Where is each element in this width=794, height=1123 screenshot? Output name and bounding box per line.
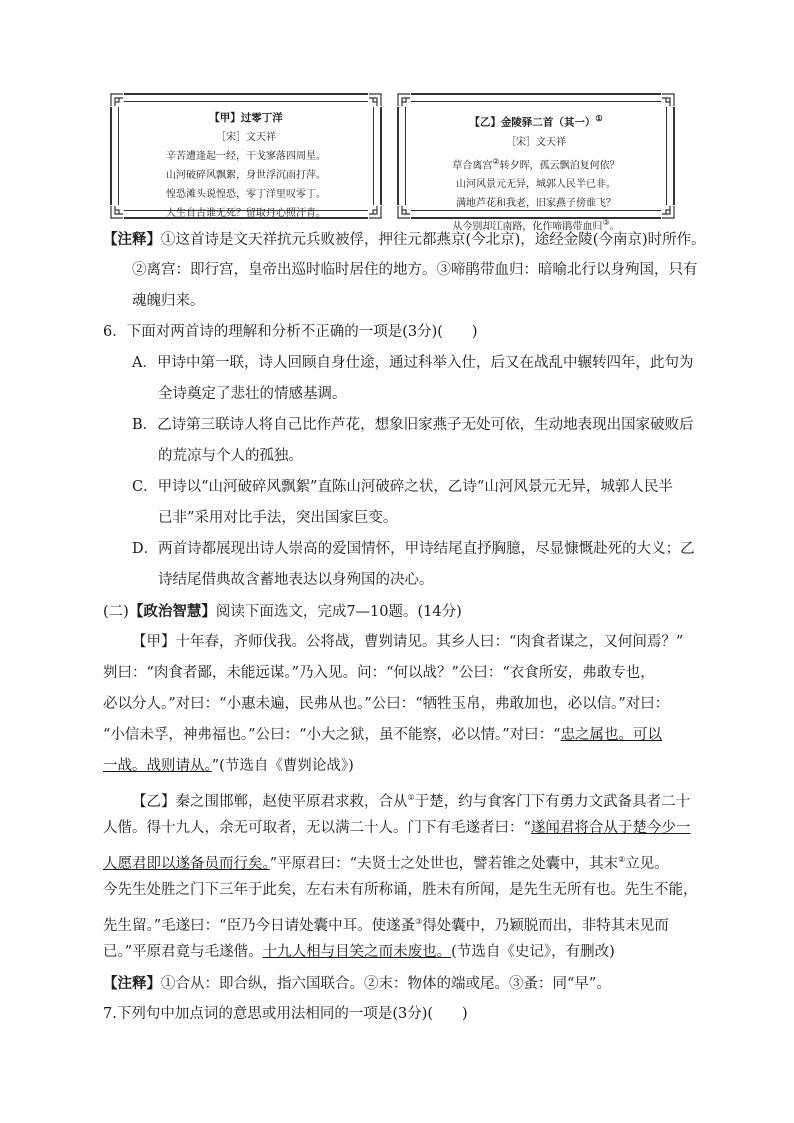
section-instruction: 阅读下面选文，完成7—10题。(14分) (215, 604, 462, 620)
frame-corner-ornament (110, 93, 124, 107)
text-a-source: ”(节选自《曹刿论战》) (211, 758, 354, 774)
poem-b-frame (397, 93, 675, 233)
notes1-line2: ②离宫：即行宫，皇帝出巡时临时居住的地方。③啼鹃带血归：暗喻北行以身殉国，只有 (132, 262, 698, 278)
poem-b-line-part: 转夕晖，孤云飘泊复何依？ (499, 159, 620, 171)
poem-b-line-part: 草合离宫 (452, 159, 493, 171)
note-mark: ① (407, 793, 415, 802)
option-d: D．两首诗都展现出诗人崇高的爱国情怀，甲诗结尾直抒胸臆，尽显慷慨赴死的大义；乙 (132, 541, 695, 557)
frame-corner-ornament (661, 93, 675, 107)
underlined-sentence: 遂闻君将合从于楚今少一 (530, 820, 691, 836)
option-d-cont: 诗结尾借典故含蓄地表达以身殉国的决心。 (158, 572, 434, 588)
text-a-line: 【甲】十年春，齐师伐我。公将战，曹刿请见。其乡人曰：“肉食者谋之，又何间焉？” (132, 634, 684, 650)
option-c: C．甲诗以“山河破碎风飘絮”直陈山河破碎之状，乙诗“山河风景元无异，城郭人民半 (132, 479, 673, 495)
note-mark: ② (492, 156, 500, 166)
text-b-part: 【乙】秦之围邯郸，赵使平原君求救，合从 (132, 793, 408, 810)
text-b-line: 今先生处胜之门下三年于此矣，左右未有所称诵，胜未有所闻，是先生无所有也。先生不能， (103, 882, 698, 898)
note-mark: ② (618, 855, 626, 864)
notes-label: 【注释】 (103, 975, 161, 992)
poem-b-line (399, 152, 673, 175)
text-b-part: ”平原君曰：“夫贤士之处世也，譬若锥之处囊中，其末 (269, 855, 619, 872)
section-prefix: (二) (103, 604, 129, 620)
text-a-line (103, 751, 354, 782)
poem-a-author: ［宋］文天祥 (216, 132, 276, 143)
section-title: 【政治智慧】 (128, 603, 216, 620)
note-mark: ③ (602, 217, 610, 227)
poem-b-title-text: 【乙】金陵驿二首（其一） (469, 116, 596, 129)
note-mark: ① (595, 113, 603, 123)
underlined-sentence: 人愿君即以遂备员而行矣。 (103, 855, 270, 872)
option-b-cont: 的荒凉与个人的孤独。 (158, 448, 303, 464)
text-a-line (103, 720, 662, 751)
underlined-sentence: 十九人相与目笑之而未废也。 (262, 944, 452, 960)
poem-a-line: 山河破碎风飘絮，身世浮沉雨打萍。 (166, 170, 326, 181)
text-b-part: 人偕。得十九人，余无可取者，无以满二十人。门下有毛遂者曰：“ (103, 820, 531, 836)
poem-a-frame (110, 93, 382, 219)
underlined-sentence: 忠之属也。可以 (560, 727, 663, 743)
text-b-source: (节选自《史记》，有删改) (451, 944, 615, 960)
notes-text: ①合从：即合纵，指六国联合。②末：物体的端或尾。③蚤：同“早”。 (161, 976, 611, 992)
text-b-part: 立见。 (625, 855, 669, 872)
poem-a-title: 【甲】过零丁洋 (209, 112, 283, 124)
text-b-part: 已。”平原君竟与毛遂偕。 (103, 944, 263, 960)
text-a-line: 刿曰：“肉食者鄙，未能远谋。”乃入见。问：“何以战？”公曰：“衣食所安，弗敢专也， (103, 665, 655, 681)
question-6-stem: 6．下面对两首诗的理解和分析不正确的一项是(3分)( ) (103, 324, 478, 340)
option-a-cont: 全诗奠定了悲壮的情感基调。 (158, 386, 347, 402)
poem-b-line-part: 。 (609, 221, 620, 233)
text-b-line (103, 813, 690, 844)
notes-label: 【注释】 (103, 231, 161, 248)
poem-b-title (399, 109, 673, 133)
text-b-part: 先生留。”毛遂曰：“臣乃今日请处囊中耳。使遂蚤 (103, 917, 416, 934)
text-b-line (103, 937, 615, 968)
frame-corner-ornament (397, 93, 411, 107)
poem-a-text (112, 109, 380, 223)
option-a: A．甲诗中第一联，诗人回顾自身仕途，通过科举入仕，后又在战乱中辗转四年，此句为 (132, 355, 694, 371)
poem-a-line: 辛苦遭逢起一经，干戈寥落四周星。 (166, 151, 326, 162)
text-a-part: “小信未孚，神弗福也。”公曰：“小大之狱，虽不能察，必以情。”对曰：“ (103, 727, 561, 743)
notes2 (103, 968, 611, 1000)
notes1-line1 (103, 224, 706, 256)
poem-b-author: ［宋］文天祥 (506, 136, 566, 148)
poem-b-text (399, 109, 673, 236)
option-c-cont: 已非”采用对比手法，突出国家巨变。 (158, 510, 398, 526)
poems-section (110, 93, 676, 233)
underlined-sentence: 一战。战则请从。 (103, 758, 212, 774)
frame-corner-ornament (368, 93, 382, 107)
notes-text: ①这首诗是文天祥抗元兵败被俘，押往元都燕京(今北京)，途经金陵(今南京)时所作。 (161, 232, 706, 248)
question-7-stem: 7.下列句中加点词的意思或用法相同的一项是(3分)( ) (103, 1006, 468, 1022)
poem-a-line: 惶恐滩头说惶恐，零丁洋里叹零丁。 (166, 189, 326, 200)
text-b-part: 得处囊中，乃颖脱而出，非特其末见而 (422, 917, 669, 934)
notes1-line3: 魂魄归来。 (132, 293, 205, 309)
option-b: B．乙诗第三联诗人将自己比作芦花，想象旧家燕子无处可依，生动地表现出国家破败后 (132, 417, 694, 433)
poem-b-line: 满地芦花和我老，旧家燕子傍谁飞？ (456, 197, 616, 209)
poem-b-line: 山河风景元无异，城郭人民半已非。 (456, 178, 616, 190)
note-mark: ③ (415, 917, 423, 926)
poem-a-line: 人生自古谁无死？留取丹心照汗青。 (166, 208, 326, 219)
section-2-heading (103, 596, 462, 628)
poem-b-line-part: 从今别却江南路，化作啼鹃带血归 (452, 221, 603, 233)
text-a-line: 必以分人。”对曰：“小惠未遍，民弗从也。”公曰：“牺牲玉帛，弗敢加也，必以信。”对曰： (103, 696, 670, 712)
text-b-part: 于楚，约与食客门下有勇力文武备具者二十 (414, 793, 691, 810)
